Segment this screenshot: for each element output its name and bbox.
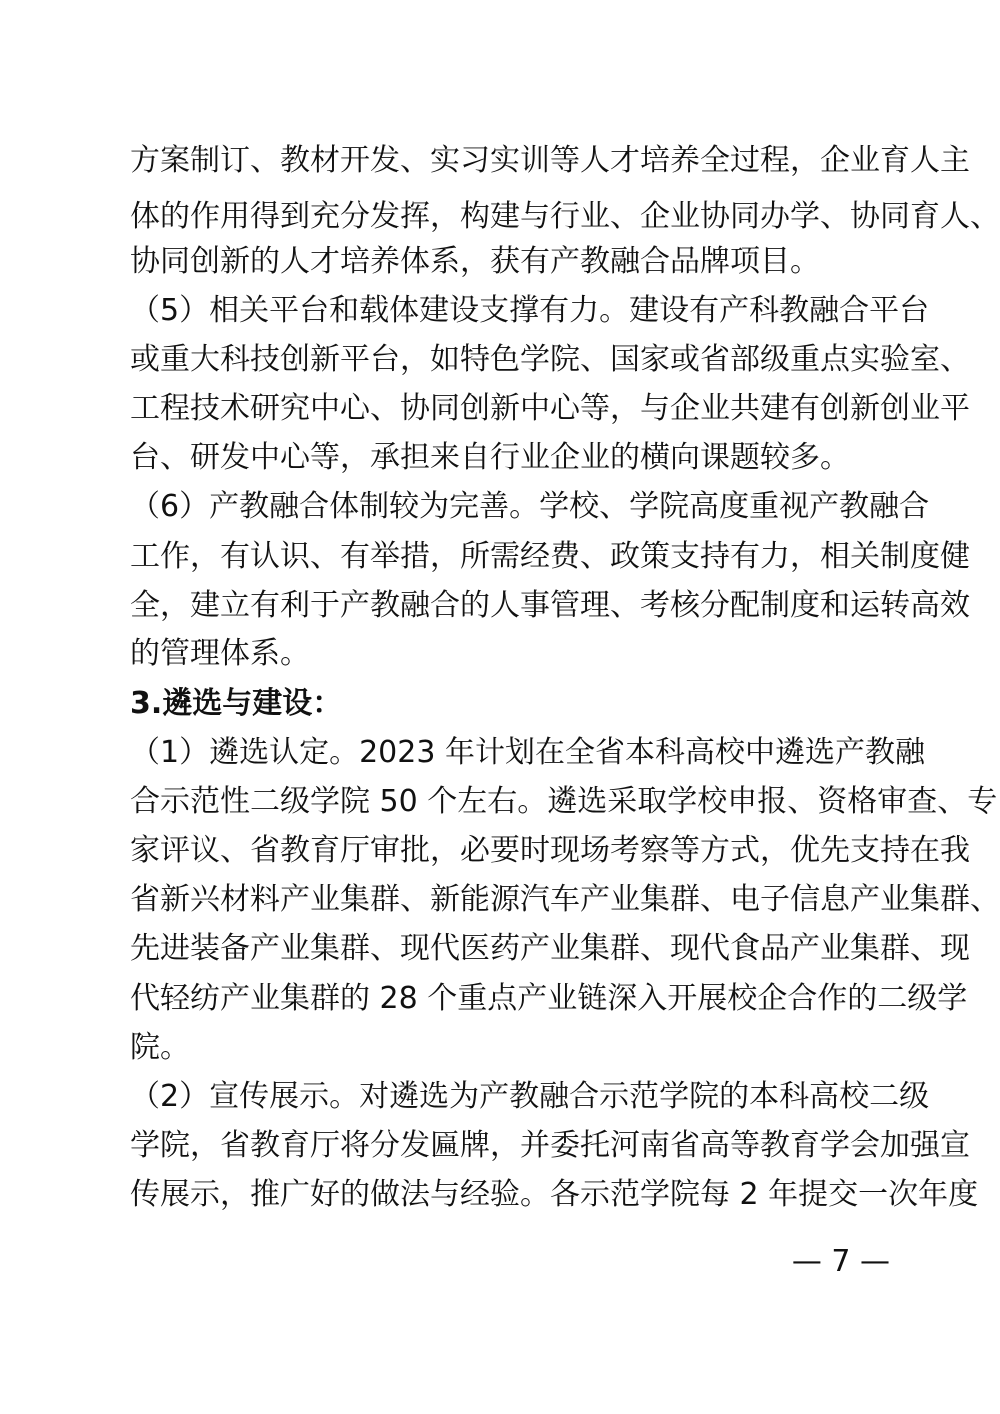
body-line: 台、研发中心等，承担来自行业企业的横向课题较多。 — [130, 440, 850, 475]
body-line: 全，建立有利于产教融合的人事管理、考核分配制度和运转高效 — [130, 588, 970, 623]
body-line: 省新兴材料产业集群、新能源汽车产业集群、电子信息产业集群、 — [130, 882, 1000, 917]
section-heading: 3.遴选与建设： — [130, 686, 343, 721]
body-line: 传展示，推广好的做法与经验。各示范学院每 2 年提交一次年度 — [130, 1177, 979, 1212]
body-line: 协同创新的人才培养体系，获有产教融合品牌项目。 — [130, 244, 820, 279]
page-number: — 7 — — [791, 1244, 890, 1279]
paragraph-2-line: （2）宣传展示。对遴选为产教融合示范学院的本科高校二级 — [130, 1079, 930, 1114]
body-line: 合示范性二级学院 50 个左右。遴选采取学校申报、资格审查、专 — [130, 784, 998, 819]
body-line: 体的作用得到充分发挥，构建与行业、企业协同办学、协同育人、 — [130, 199, 1000, 234]
body-line: 工程技术研究中心、协同创新中心等，与企业共建有创新创业平 — [130, 391, 970, 426]
body-line: 院。 — [130, 1030, 190, 1065]
body-line: 或重大科技创新平台，如特色学院、国家或省部级重点实验室、 — [130, 342, 970, 377]
body-line: 学院，省教育厅将分发匾牌，并委托河南省高等教育学会加强宣 — [130, 1128, 970, 1163]
body-line: 代轻纺产业集群的 28 个重点产业链深入开展校企合作的二级学 — [130, 981, 968, 1016]
body-line: 的管理体系。 — [130, 636, 310, 671]
paragraph-5-line: （5）相关平台和载体建设支撑有力。建设有产科教融合平台 — [130, 293, 930, 328]
paragraph-6-line: （6）产教融合体制较为完善。学校、学院高度重视产教融合 — [130, 489, 930, 524]
body-line: 家评议、省教育厅审批，必要时现场考察等方式，优先支持在我 — [130, 833, 970, 868]
body-line: 方案制订、教材开发、实习实训等人才培养全过程，企业育人主 — [130, 143, 970, 178]
paragraph-1-line: （1）遴选认定。2023 年计划在全省本科高校中遴选产教融 — [130, 735, 925, 770]
body-line: 工作，有认识、有举措，所需经费、政策支持有力，相关制度健 — [130, 539, 970, 574]
body-line: 先进装备产业集群、现代医药产业集群、现代食品产业集群、现 — [130, 931, 970, 966]
